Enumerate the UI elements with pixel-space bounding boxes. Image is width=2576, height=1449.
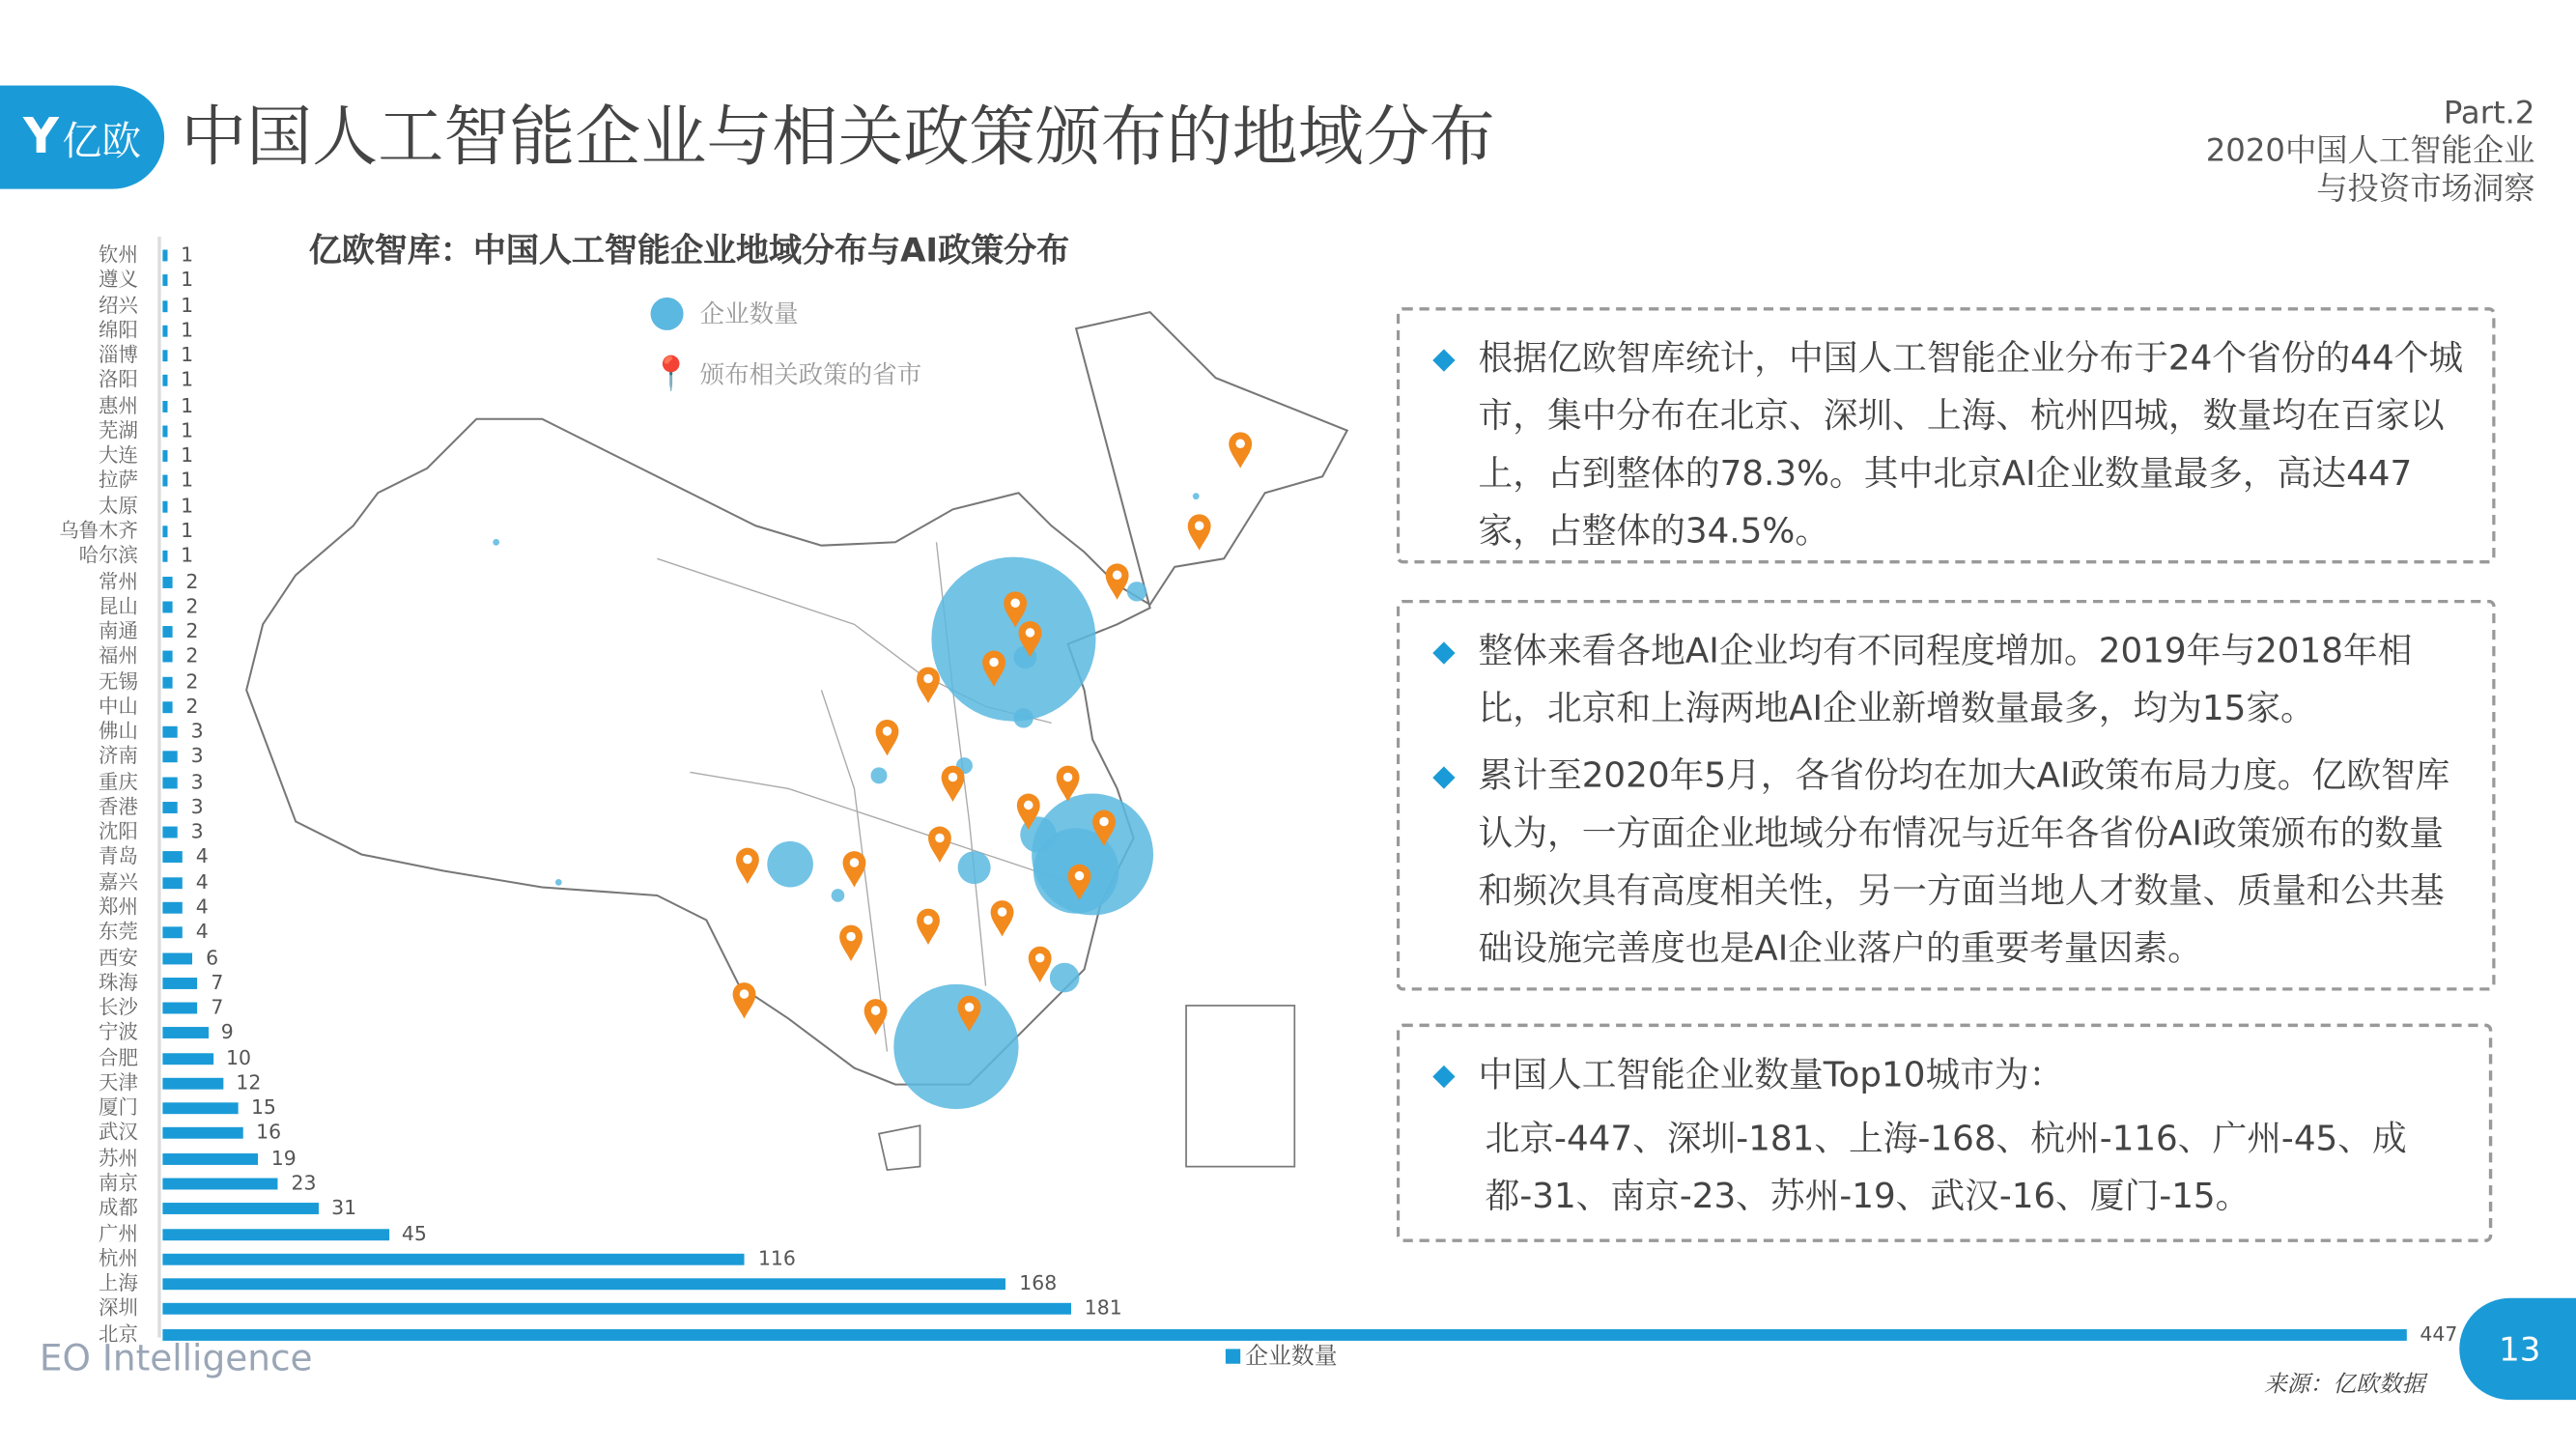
pin-dot xyxy=(740,989,750,999)
chart-title: 亿欧智库：中国人工智能企业地域分布与AI政策分布 xyxy=(308,230,1070,270)
category-label: 昆山 xyxy=(99,594,138,618)
category-label: 深圳 xyxy=(99,1296,138,1321)
data-label: 4 xyxy=(195,920,209,944)
pin-dot xyxy=(1099,817,1109,827)
data-label: 1 xyxy=(181,469,194,493)
bar xyxy=(162,1153,258,1165)
category-label: 青岛 xyxy=(99,845,138,868)
bar xyxy=(162,676,172,688)
data-label: 2 xyxy=(185,669,199,694)
pin-dot xyxy=(1026,628,1035,638)
data-label: 2 xyxy=(185,619,199,643)
bubble-urumqi xyxy=(493,539,499,546)
category-label: 济南 xyxy=(99,745,138,768)
pin-dot xyxy=(1235,439,1245,448)
category-label: 福州 xyxy=(99,644,138,668)
bubble-lhasa xyxy=(555,879,562,886)
bar xyxy=(162,425,167,437)
category-label: 绍兴 xyxy=(99,293,138,317)
bubble-qingdao xyxy=(1127,582,1146,601)
bar xyxy=(162,500,167,512)
data-label: 3 xyxy=(190,820,204,843)
category-label: 杭州 xyxy=(99,1246,138,1270)
category-label: 沈阳 xyxy=(99,820,138,843)
note-title: 中国人工智能企业数量Top10城市为： xyxy=(1478,1054,2064,1094)
bar xyxy=(162,902,183,914)
bar xyxy=(162,651,172,663)
pin-dot xyxy=(923,674,933,684)
diamond-bullet-icon: ◆ xyxy=(1432,1058,1456,1094)
category-label: 成都 xyxy=(99,1196,138,1220)
bar xyxy=(162,1203,318,1214)
bar xyxy=(162,299,167,311)
data-label: 447 xyxy=(2420,1321,2458,1346)
category-label: 南京 xyxy=(99,1171,138,1195)
data-label: 7 xyxy=(211,995,224,1019)
south-sea-inset xyxy=(1186,1006,1294,1167)
china-outline xyxy=(246,312,1347,1084)
data-label: 1 xyxy=(181,393,194,417)
category-label: 洛阳 xyxy=(99,368,138,392)
note-text: 累计至2020年5月，各省份均在加大AI政策布局力度。亿欧智库认为，一方面企业地域分布情况与近年各省份AI政策颁布的数量和频次具有高度相关性，另一方面当地人才数量、质量和公共基础设施完善度也是AI企业落户的重要考量因素。 xyxy=(1478,755,2450,968)
data-label: 1 xyxy=(181,443,194,468)
category-label: 西安 xyxy=(99,945,138,969)
data-label: 116 xyxy=(757,1246,796,1270)
pin-dot xyxy=(1010,598,1020,608)
bar xyxy=(162,1053,212,1065)
bar xyxy=(162,852,183,864)
pin-dot xyxy=(846,932,856,942)
pin-dot xyxy=(1063,773,1073,782)
pin-dot xyxy=(998,907,1007,917)
bubble-wuhan xyxy=(958,851,991,884)
category-label: 无锡 xyxy=(99,669,138,694)
pin-dot xyxy=(1075,871,1085,881)
data-label: 16 xyxy=(256,1121,282,1145)
pin-dot xyxy=(871,1006,881,1015)
bar xyxy=(162,1303,1071,1315)
category-label: 北京 xyxy=(99,1321,138,1346)
bar xyxy=(162,1003,197,1014)
legend-swatch xyxy=(1226,1349,1240,1363)
category-label: 香港 xyxy=(99,795,138,818)
category-label: 芜湖 xyxy=(99,418,138,442)
diamond-bullet-icon: ◆ xyxy=(1432,758,1456,794)
bar-legend-label: 企业数量 xyxy=(1245,1344,1338,1371)
category-label: 厦门 xyxy=(99,1095,138,1120)
bar xyxy=(162,927,183,939)
diamond-bullet-icon: ◆ xyxy=(1432,341,1456,377)
category-label: 宁波 xyxy=(99,1020,138,1044)
pin-dot xyxy=(883,726,892,736)
page-number: 13 xyxy=(2459,1298,2576,1400)
data-label: 2 xyxy=(185,695,199,719)
data-label: 1 xyxy=(181,519,194,543)
bubble-xian xyxy=(870,767,887,783)
data-label: 2 xyxy=(185,569,199,593)
data-label: 4 xyxy=(195,870,209,894)
bar xyxy=(162,752,178,763)
bar xyxy=(162,250,167,262)
bar xyxy=(162,1103,238,1115)
category-label: 太原 xyxy=(99,494,138,518)
bubble-beijing xyxy=(931,557,1095,722)
data-label: 19 xyxy=(270,1146,297,1170)
report-title-line2: 与投资市场洞察 xyxy=(2316,170,2535,208)
pin-icon: 📍 xyxy=(650,353,692,393)
logo-text: 亿欧 xyxy=(62,118,142,165)
category-label: 郑州 xyxy=(99,895,138,919)
bar xyxy=(162,877,183,889)
hainan-island xyxy=(879,1125,920,1170)
data-label: 7 xyxy=(211,970,224,994)
category-label: 重庆 xyxy=(99,770,138,793)
pin-dot xyxy=(923,916,933,925)
bar xyxy=(162,978,197,989)
data-label: 2 xyxy=(185,594,199,618)
legend-pin-label: 颁布相关政策的省市 xyxy=(699,358,922,389)
source-note: 来源：亿欧数据 xyxy=(2263,1372,2425,1399)
bubble-jinan xyxy=(1013,708,1033,727)
data-label: 6 xyxy=(206,945,219,969)
category-label: 天津 xyxy=(99,1070,138,1094)
category-label: 佛山 xyxy=(99,720,138,744)
data-label: 45 xyxy=(401,1221,427,1245)
data-label: 1 xyxy=(181,343,194,367)
category-label: 常州 xyxy=(99,569,138,593)
policy-pin-icon xyxy=(733,982,756,1018)
data-label: 1 xyxy=(181,368,194,392)
data-label: 3 xyxy=(190,795,204,818)
diamond-bullet-icon: ◆ xyxy=(1432,634,1456,669)
data-label: 1 xyxy=(181,293,194,317)
pin-dot xyxy=(989,658,999,668)
bar xyxy=(162,626,172,638)
bubble-xiamen xyxy=(1050,963,1080,993)
bar xyxy=(162,802,178,813)
category-label: 惠州 xyxy=(99,393,138,417)
data-label: 1 xyxy=(181,494,194,518)
category-label: 嘉兴 xyxy=(99,870,138,894)
category-label: 钦州 xyxy=(99,242,138,267)
bar xyxy=(162,1278,1005,1290)
data-label: 12 xyxy=(236,1070,262,1094)
bar xyxy=(162,601,172,612)
pin-dot xyxy=(1035,953,1045,963)
data-label: 15 xyxy=(250,1095,276,1120)
data-label: 31 xyxy=(331,1196,357,1220)
chart-axis xyxy=(157,237,160,1338)
data-label: 1 xyxy=(181,268,194,292)
page-title: 中国人工智能企业与相关政策颁布的地域分布 xyxy=(181,99,1495,176)
note-box-2 xyxy=(1397,600,2496,991)
bubble-chongqing xyxy=(832,889,845,902)
part-label: Part.2 xyxy=(2443,95,2535,132)
category-label: 淄博 xyxy=(99,343,138,367)
note-text: 整体来看各地AI企业均有不同程度增加。2019年与2018年相比，北京和上海两地AI企业新增数量最多，均为15家。 xyxy=(1478,631,2413,728)
bar xyxy=(162,1078,222,1090)
pin-dot xyxy=(1024,801,1033,810)
category-label: 苏州 xyxy=(99,1146,138,1170)
bar xyxy=(162,526,167,537)
bar xyxy=(162,375,167,386)
top10-list: 北京-447、深圳-181、上海-168、杭州-116、广州-45、成都-31、南京-23、苏州-19、武汉-16、厦门-15。 xyxy=(1485,1119,2407,1216)
bar xyxy=(162,827,178,838)
bar xyxy=(162,475,167,487)
bar xyxy=(162,450,167,462)
pin-dot xyxy=(1113,571,1122,581)
data-label: 1 xyxy=(181,544,194,568)
data-label: 2 xyxy=(185,644,199,668)
data-label: 3 xyxy=(190,745,204,768)
data-label: 23 xyxy=(291,1171,317,1195)
data-label: 1 xyxy=(181,242,194,267)
data-label: 1 xyxy=(181,318,194,342)
data-label: 181 xyxy=(1084,1296,1122,1321)
pin-dot xyxy=(965,1003,975,1012)
bar xyxy=(162,1253,745,1264)
category-label: 乌鲁木齐 xyxy=(59,519,138,543)
bar xyxy=(162,576,172,587)
category-label: 广州 xyxy=(99,1221,138,1245)
category-label: 合肥 xyxy=(99,1045,138,1069)
note-text: 根据亿欧智库统计，中国人工智能企业分布于24个省份的44个城市，集中分布在北京、深圳、上海、杭州四城，数量均在百家以上，占到整体的78.3%。其中北京AI企业数量最多，高达447家，占整体的34.5%。 xyxy=(1478,338,2464,551)
category-label: 中山 xyxy=(99,695,138,719)
pin-dot xyxy=(743,855,752,865)
category-label: 武汉 xyxy=(99,1121,138,1145)
note-box-3 xyxy=(1397,1024,2493,1242)
category-label: 拉萨 xyxy=(99,469,138,493)
data-label: 3 xyxy=(190,720,204,744)
pin-dot xyxy=(948,773,958,782)
data-label: 9 xyxy=(220,1020,234,1044)
category-label: 遵义 xyxy=(99,268,138,292)
logo-y-icon: Y xyxy=(23,108,59,166)
category-label: 大连 xyxy=(99,443,138,468)
report-title-line1: 2020中国人工智能企业 xyxy=(2205,132,2535,170)
category-label: 长沙 xyxy=(99,995,138,1019)
pin-dot xyxy=(1195,522,1204,531)
data-label: 168 xyxy=(1019,1271,1058,1295)
bar xyxy=(162,726,178,738)
pin-dot xyxy=(850,858,860,867)
bar xyxy=(162,1228,388,1239)
data-label: 3 xyxy=(190,770,204,793)
note-box-1 xyxy=(1397,307,2496,563)
bar xyxy=(162,701,172,713)
bar xyxy=(162,325,167,336)
bar xyxy=(162,952,192,964)
bar xyxy=(162,777,178,788)
bar xyxy=(162,1128,242,1140)
bubble-chengdu xyxy=(767,841,813,888)
pin-dot xyxy=(935,834,945,843)
data-label: 1 xyxy=(181,418,194,442)
bubble-shenzhen xyxy=(893,984,1018,1109)
bar xyxy=(162,1179,278,1190)
bar-legend xyxy=(1226,1339,1338,1372)
brand-watermark: EO Intelligence xyxy=(39,1339,313,1380)
category-label: 上海 xyxy=(99,1271,138,1295)
bubble-harbin xyxy=(1193,493,1200,499)
category-label: 哈尔滨 xyxy=(78,544,138,568)
data-label: 10 xyxy=(225,1045,251,1069)
legend-bubble-label: 企业数量 xyxy=(699,298,799,329)
bar xyxy=(162,1028,208,1039)
bar xyxy=(162,551,167,562)
category-label: 南通 xyxy=(99,619,138,643)
category-label: 绵阳 xyxy=(99,318,138,342)
category-label: 珠海 xyxy=(99,970,138,994)
category-label: 东莞 xyxy=(99,920,138,944)
data-label: 4 xyxy=(195,895,209,919)
data-label: 4 xyxy=(195,845,209,868)
bar xyxy=(162,400,167,412)
bar xyxy=(162,275,167,287)
bar xyxy=(162,350,167,361)
